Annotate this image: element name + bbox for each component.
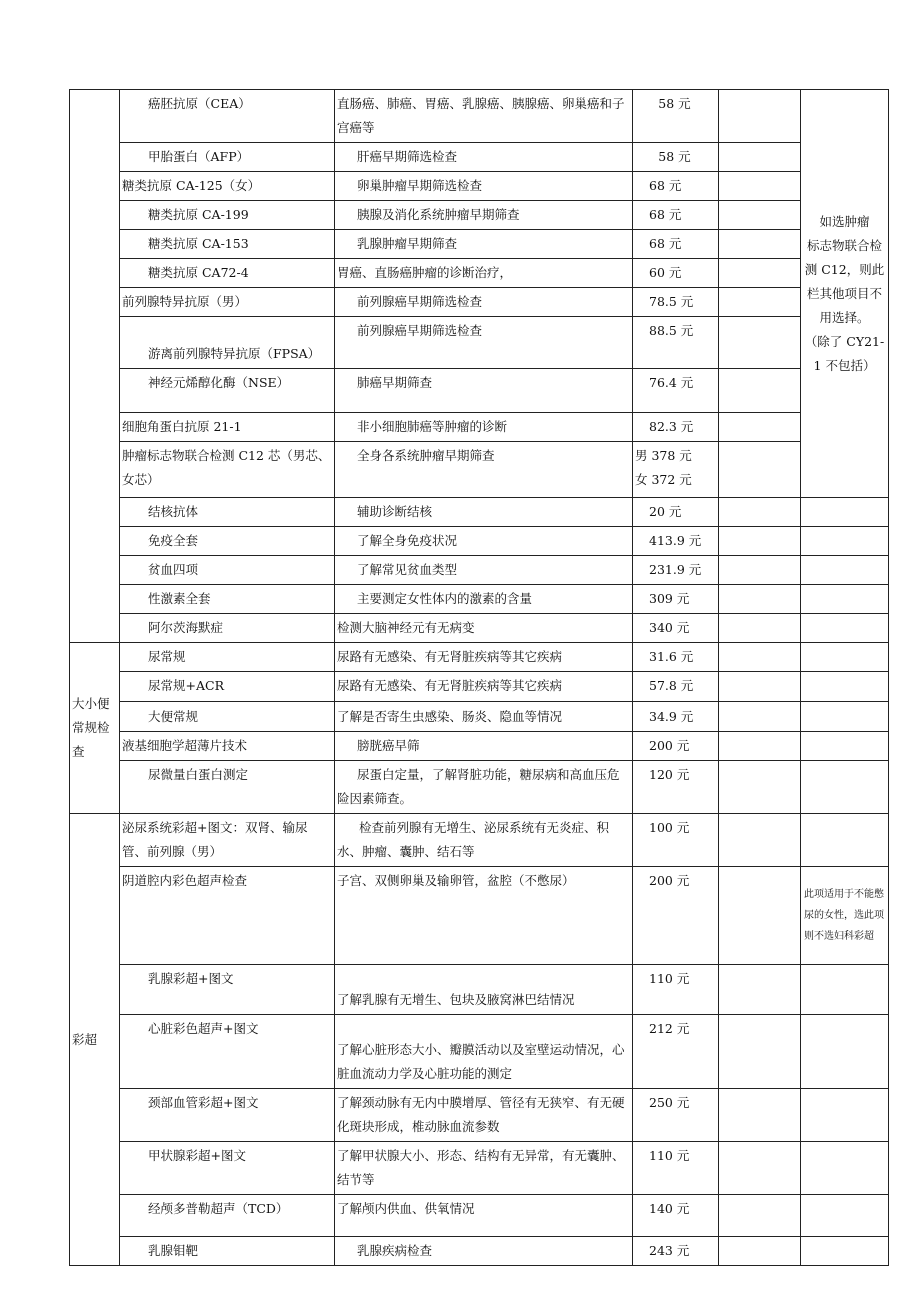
blank-cell (719, 1015, 801, 1089)
exam-desc: 辅助诊断结核 (335, 498, 633, 527)
table-row (70, 814, 889, 867)
exam-price: 20 元 (633, 498, 719, 527)
exam-desc: 尿蛋白定量，了解肾脏功能，糖尿病和高血压危险因素筛查。 (335, 761, 633, 814)
exam-desc: 了解常见贫血类型 (335, 556, 633, 585)
exam-price: 120 元 (633, 761, 719, 814)
table-row (70, 1089, 889, 1142)
table-row (70, 1015, 889, 1089)
exam-price: 200 元 (633, 867, 719, 965)
exam-desc: 子宫、双侧卵巢及输卵管，盆腔（不憋尿） (335, 867, 633, 965)
exam-desc: 尿路有无感染、有无肾脏疾病等其它疾病 (335, 643, 633, 672)
exam-price-table-page (69, 89, 888, 1266)
exam-name: 免疫全套 (120, 527, 335, 556)
exam-desc: 检查前列腺有无增生、泌尿系统有无炎症、积水、肿瘤、囊肿、结石等 (335, 814, 633, 867)
exam-name: 大便常规 (120, 702, 335, 732)
exam-desc: 了解颅内供血、供氧情况 (335, 1195, 633, 1237)
blank-cell (719, 1089, 801, 1142)
exam-desc: 了解是否寄生虫感染、肠炎、隐血等情况 (335, 702, 633, 732)
table-row (70, 1195, 889, 1237)
blank-cell (719, 201, 801, 230)
table-row (70, 288, 889, 317)
table-row (70, 143, 889, 172)
table-row (70, 732, 889, 761)
exam-price: 82.3 元 (633, 413, 719, 442)
exam-name: 前列腺特异抗原（男） (120, 288, 335, 317)
blank-cell (801, 1015, 889, 1089)
exam-price: 413.9 元 (633, 527, 719, 556)
exam-desc: 直肠癌、肺癌、胃癌、乳腺癌、胰腺癌、卵巢癌和子宫癌等 (335, 90, 633, 143)
exam-name: 泌尿系统彩超+图文：双肾、输尿管、前列腺（男） (120, 814, 335, 867)
exam-name: 神经元烯醇化酶（NSE） (120, 369, 335, 413)
blank-cell (801, 672, 889, 702)
table-row (70, 201, 889, 230)
blank-cell (801, 614, 889, 643)
exam-desc: 膀胱癌早筛 (335, 732, 633, 761)
blank-cell (719, 1195, 801, 1237)
exam-desc: 非小细胞肺癌等肿瘤的诊断 (335, 413, 633, 442)
blank-cell (719, 143, 801, 172)
exam-name: 癌胚抗原（CEA） (120, 90, 335, 143)
table-row (70, 498, 889, 527)
blank-cell (719, 369, 801, 413)
exam-price: 68 元 (633, 201, 719, 230)
table-row (70, 614, 889, 643)
exam-name: 颈部血管彩超+图文 (120, 1089, 335, 1142)
table-row (70, 172, 889, 201)
table-row (70, 527, 889, 556)
exam-price: 309 元 (633, 585, 719, 614)
blank-cell (719, 702, 801, 732)
exam-desc: 了解乳腺有无增生、包块及腋窝淋巴结情况 (335, 965, 633, 1015)
table-row (70, 702, 889, 732)
exam-price: 212 元 (633, 1015, 719, 1089)
exam-name: 甲状腺彩超+图文 (120, 1142, 335, 1195)
blank-cell (719, 672, 801, 702)
blank-cell (719, 965, 801, 1015)
table-row (70, 413, 889, 442)
exam-name: 阴道腔内彩色超声检查 (120, 867, 335, 965)
exam-name: 心脏彩色超声+图文 (120, 1015, 335, 1089)
exam-price: 68 元 (633, 230, 719, 259)
exam-desc: 了解心脏形态大小、瓣膜活动以及室壁运动情况，心脏血流动力学及心脏功能的测定 (335, 1015, 633, 1089)
exam-price: 男 378 元 女 372 元 (633, 442, 719, 498)
exam-desc: 乳腺肿瘤早期筛查 (335, 230, 633, 259)
exam-price-table (69, 89, 889, 1266)
exam-name: 尿微量白蛋白测定 (120, 761, 335, 814)
exam-name: 贫血四项 (120, 556, 335, 585)
table-row (70, 761, 889, 814)
exam-price: 100 元 (633, 814, 719, 867)
table-row (70, 369, 889, 413)
blank-cell (719, 761, 801, 814)
blank-cell (801, 585, 889, 614)
table-row (70, 643, 889, 672)
table-row (70, 965, 889, 1015)
exam-desc: 胃癌、直肠癌肿瘤的诊断治疗， (335, 259, 633, 288)
blank-cell (719, 172, 801, 201)
blank-cell (801, 702, 889, 732)
exam-name: 糖类抗原 CA-153 (120, 230, 335, 259)
blank-cell (719, 643, 801, 672)
exam-price: 68 元 (633, 172, 719, 201)
blank-cell (719, 288, 801, 317)
exam-name: 阿尔茨海默症 (120, 614, 335, 643)
exam-price: 58 元 (633, 143, 719, 172)
blank-cell (801, 556, 889, 585)
blank-cell (719, 1142, 801, 1195)
table-row (70, 585, 889, 614)
exam-price: 31.6 元 (633, 643, 719, 672)
exam-name: 尿常规+ACR (120, 672, 335, 702)
blank-cell (719, 442, 801, 498)
table-row (70, 317, 889, 369)
blank-cell (801, 965, 889, 1015)
blank-cell (719, 867, 801, 965)
exam-desc: 卵巢肿瘤早期筛选检查 (335, 172, 633, 201)
blank-cell (719, 614, 801, 643)
exam-name: 经颅多普勒超声（TCD） (120, 1195, 335, 1237)
exam-name: 乳腺钼靶 (120, 1237, 335, 1266)
exam-name: 液基细胞学超薄片技术 (120, 732, 335, 761)
exam-desc: 前列腺癌早期筛选检查 (335, 288, 633, 317)
blank-cell (719, 413, 801, 442)
blank-cell (719, 527, 801, 556)
table-row (70, 442, 889, 498)
exam-desc: 肺癌早期筛查 (335, 369, 633, 413)
exam-price: 76.4 元 (633, 369, 719, 413)
blank-cell (719, 230, 801, 259)
exam-price: 140 元 (633, 1195, 719, 1237)
exam-price: 340 元 (633, 614, 719, 643)
blank-cell (801, 1237, 889, 1266)
blank-cell (719, 90, 801, 143)
blank-cell (801, 643, 889, 672)
blank-cell (719, 259, 801, 288)
category-cell-blank (70, 90, 120, 643)
exam-price: 110 元 (633, 965, 719, 1015)
category-label-daxiaobian: 大小便常规检查 (70, 643, 120, 814)
exam-name: 尿常规 (120, 643, 335, 672)
blank-cell (801, 761, 889, 814)
blank-cell (801, 1089, 889, 1142)
blank-cell (719, 732, 801, 761)
exam-name: 糖类抗原 CA-125（女） (120, 172, 335, 201)
exam-price: 200 元 (633, 732, 719, 761)
exam-name: 甲胎蛋白（AFP） (120, 143, 335, 172)
blank-cell (719, 814, 801, 867)
blank-cell (719, 498, 801, 527)
blank-cell (801, 1195, 889, 1237)
exam-price: 34.9 元 (633, 702, 719, 732)
blank-cell (801, 1142, 889, 1195)
blank-cell (801, 527, 889, 556)
exam-price: 58 元 (633, 90, 719, 143)
table-row (70, 230, 889, 259)
exam-desc: 肝癌早期筛选检查 (335, 143, 633, 172)
exam-name: 肿瘤标志物联合检测 C12 芯（男芯、女芯） (120, 442, 335, 498)
exam-name: 乳腺彩超+图文 (120, 965, 335, 1015)
exam-desc: 了解全身免疫状况 (335, 527, 633, 556)
exam-name: 游离前列腺特异抗原（FPSA） (120, 317, 335, 369)
exam-desc: 乳腺疾病检查 (335, 1237, 633, 1266)
exam-price: 57.8 元 (633, 672, 719, 702)
exam-desc: 全身各系统肿瘤早期筛查 (335, 442, 633, 498)
table-row (70, 556, 889, 585)
exam-desc: 尿路有无感染、有无肾脏疾病等其它疾病 (335, 672, 633, 702)
exam-desc: 检测大脑神经元有无病变 (335, 614, 633, 643)
table-row (70, 672, 889, 702)
table-row (70, 90, 889, 143)
blank-cell (801, 732, 889, 761)
blank-cell (801, 498, 889, 527)
blank-cell (719, 585, 801, 614)
table-row (70, 867, 889, 965)
tvus-note: 此项适用于不能憋尿的女性，选此项则不选妇科彩超 (801, 867, 889, 965)
exam-name: 结核抗体 (120, 498, 335, 527)
table-row (70, 259, 889, 288)
exam-price: 60 元 (633, 259, 719, 288)
blank-cell (719, 317, 801, 369)
blank-cell (719, 556, 801, 585)
exam-desc: 了解甲状腺大小、形态、结构有无异常，有无囊肿、结节等 (335, 1142, 633, 1195)
exam-price: 250 元 (633, 1089, 719, 1142)
tumor-marker-note: 如选肿瘤 标志物联合检 测 C12，则此 栏其他项目不 用选择。 （除了 CY21- 1 不包括） (801, 90, 889, 498)
exam-desc: 主要测定女性体内的激素的含量 (335, 585, 633, 614)
blank-cell (801, 814, 889, 867)
table-row (70, 1237, 889, 1266)
exam-price: 110 元 (633, 1142, 719, 1195)
category-label-caichao: 彩超 (70, 814, 120, 1266)
exam-desc: 了解颈动脉有无内中膜增厚、管径有无狭窄、有无硬化斑块形成，椎动脉血流参数 (335, 1089, 633, 1142)
exam-desc: 前列腺癌早期筛选检查 (335, 317, 633, 369)
exam-desc: 胰腺及消化系统肿瘤早期筛查 (335, 201, 633, 230)
blank-cell (719, 1237, 801, 1266)
exam-price: 243 元 (633, 1237, 719, 1266)
exam-name: 性激素全套 (120, 585, 335, 614)
exam-price: 231.9 元 (633, 556, 719, 585)
exam-price: 88.5 元 (633, 317, 719, 369)
exam-name: 糖类抗原 CA-199 (120, 201, 335, 230)
exam-price: 78.5 元 (633, 288, 719, 317)
exam-name: 糖类抗原 CA72-4 (120, 259, 335, 288)
exam-name: 细胞角蛋白抗原 21-1 (120, 413, 335, 442)
table-row (70, 1142, 889, 1195)
